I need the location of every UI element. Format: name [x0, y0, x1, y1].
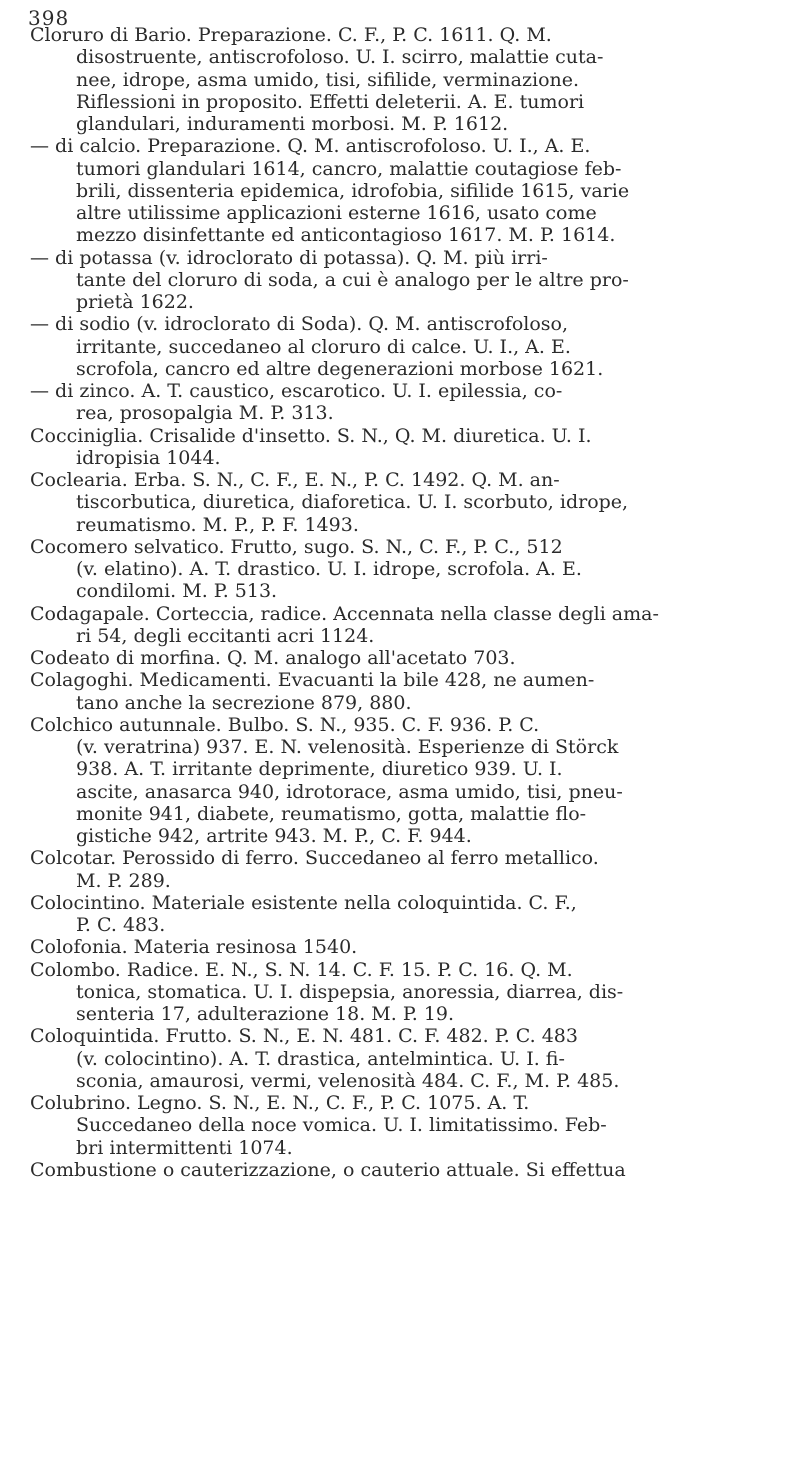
entry-line: Colombo. Radice. E. N., S. N. 14. C. F. 15. P. C. 16. Q. M. — [30, 958, 573, 981]
index-entry — [30, 1159, 772, 1181]
entry-line: Codagapale. Corteccia, radice. Accennata nella classe degli ama- — [30, 602, 659, 625]
index-column — [30, 24, 772, 1181]
entry-line: mezzo disinfettante ed anticontagioso 1617. M. P. 1614. — [76, 224, 616, 247]
entry-line: glandulari, induramenti morbosi. M. P. 1612. — [76, 113, 509, 135]
entry-line: tante del cloruro di soda, a cui è analogo per le altre pro- — [76, 268, 629, 291]
entry-line: — di potassa (v. idroclorato di potassa). Q. M. più irri- — [30, 246, 548, 269]
index-entry — [30, 714, 772, 848]
entry-line: nee, idrope, asma umido, tisi, sifilide, verminazione. — [76, 68, 580, 91]
entry-line: condilomi. M. P. 513. — [76, 580, 278, 603]
entry-line: bri intermittenti 1074. — [76, 1136, 293, 1159]
index-entry — [30, 959, 772, 1026]
entry-line: prietà 1622. — [76, 291, 194, 313]
entry-line: Coclearia. Erba. S. N., C. F., E. N., P. C. 1492. Q. M. an- — [30, 469, 560, 491]
entry-line: rea, prosopalgia M. P. 313. — [76, 402, 334, 425]
entry-line: Colocintino. Materiale esistente nella coloquintida. C. F., — [30, 891, 577, 914]
index-entry — [30, 647, 772, 669]
entry-line: sconia, amaurosi, vermi, velenosità 484. C. F., M. P. 485. — [76, 1069, 620, 1092]
entry-line: Colagoghi. Medicamenti. Evacuanti la bile 428, ne aumen- — [30, 669, 595, 692]
entry-line: 938. A. T. irritante deprimente, diuretico 939. U. I. — [76, 758, 563, 781]
entry-line: Colcotar. Perossido di ferro. Succedaneo al ferro metallico. — [30, 847, 599, 870]
index-entry — [30, 425, 772, 470]
entry-line: (v. elatino). A. T. drastico. U. I. idrope, scrofola. A. E. — [76, 558, 582, 580]
index-entry — [30, 892, 772, 937]
entry-line: (v. veratrina) 937. E. N. velenosità. Esperienze di Störck — [76, 736, 619, 758]
entry-line: — di zinco. A. T. caustico, escarotico. U. I. epilessia, co- — [30, 380, 563, 402]
index-entry — [30, 936, 772, 958]
entry-line: M. P. 289. — [76, 869, 171, 892]
entry-line: scrofola, cancro ed altre degenerazioni morbose 1621. — [76, 357, 604, 380]
entry-line: gistiche 942, artrite 943. M. P., C. F. 944. — [76, 825, 472, 847]
index-entry — [30, 669, 772, 714]
entry-line: tiscorbutica, diuretica, diaforetica. U. I. scorbuto, idrope, — [76, 491, 629, 514]
entry-line: Colchico autunnale. Bulbo. S. N., 935. C. F. 936. P. C. — [30, 713, 540, 736]
index-entry — [30, 536, 772, 603]
entry-line: idropisia 1044. — [76, 446, 221, 469]
entry-line: Cocciniglia. Crisalide d'insetto. S. N., Q. M. diuretica. U. I. — [30, 424, 592, 447]
entry-line: brili, dissenteria epidemica, idrofobia, sifilide 1615, varie — [76, 179, 630, 202]
index-entry — [30, 135, 772, 246]
index-entry — [30, 1092, 772, 1159]
entry-line: — di calcio. Preparazione. Q. M. antiscrofoloso. U. I., A. E. — [30, 135, 591, 158]
index-entry — [30, 603, 772, 648]
index-entry — [30, 847, 772, 892]
index-entry — [30, 1025, 772, 1092]
entry-line: Succedaneo della noce vomica. U. I. limitatissimo. Feb- — [76, 1114, 607, 1137]
entry-line: disostruente, antiscrofoloso. U. I. scirro, malattie cuta- — [76, 46, 604, 69]
entry-line: tonica, stomatica. U. I. dispepsia, anoressia, diarrea, dis- — [76, 980, 624, 1003]
entry-line: Colubrino. Legno. S. N., E. N., C. F., P. C. 1075. A. T. — [30, 1092, 530, 1114]
entry-line: monite 941, diabete, reumatismo, gotta, malattie flo- — [76, 802, 587, 825]
index-entry — [30, 24, 772, 135]
entry-line: tano anche la secrezione 879, 880. — [76, 691, 412, 714]
entry-line: irritante, succedaneo al cloruro di calce. U. I., A. E. — [76, 335, 571, 358]
index-entry — [30, 380, 772, 425]
entry-line: senteria 17, adulterazione 18. M. P. 19. — [76, 1003, 455, 1025]
entry-line: Coloquintida. Frutto. S. N., E. N. 481. C. F. 482. P. C. 483 — [30, 1025, 578, 1048]
page-number: 398 — [28, 6, 70, 30]
entry-line: (v. colocintino). A. T. drastica, antelmintica. U. I. fi- — [76, 1047, 565, 1070]
entry-line: Cloruro di Bario. Preparazione. C. F., P. C. 1611. Q. M. — [30, 24, 552, 46]
entry-line: ri 54, degli eccitanti acri 1124. — [76, 624, 375, 647]
index-entry — [30, 313, 772, 380]
entry-line: ascite, anasarca 940, idrotorace, asma umido, tisi, pneu- — [76, 780, 623, 803]
entry-line: Combustione o cauterizzazione, o cauterio attuale. Si effettua — [30, 1158, 626, 1181]
entry-line: Codeato di morfina. Q. M. analogo all'acetato 703. — [30, 647, 516, 669]
entry-line: Riflessioni in proposito. Effetti deleterii. A. E. tumori — [76, 90, 585, 113]
entry-line: P. C. 483. — [76, 914, 166, 936]
entry-line: altre utilissime applicazioni esterne 1616, usato come — [76, 202, 597, 224]
entry-line: reumatismo. M. P., P. F. 1493. — [76, 513, 359, 536]
entry-line: Colofonia. Materia resinosa 1540. — [30, 936, 358, 959]
index-entry — [30, 469, 772, 536]
entry-line: — di sodio (v. idroclorato di Soda). Q. M. antiscrofoloso, — [30, 313, 569, 336]
entry-line: tumori glandulari 1614, cancro, malattie coutagiose feb- — [76, 157, 622, 180]
index-entry — [30, 247, 772, 314]
entry-line: Cocomero selvatico. Frutto, sugo. S. N., C. F., P. C., 512 — [30, 535, 563, 558]
